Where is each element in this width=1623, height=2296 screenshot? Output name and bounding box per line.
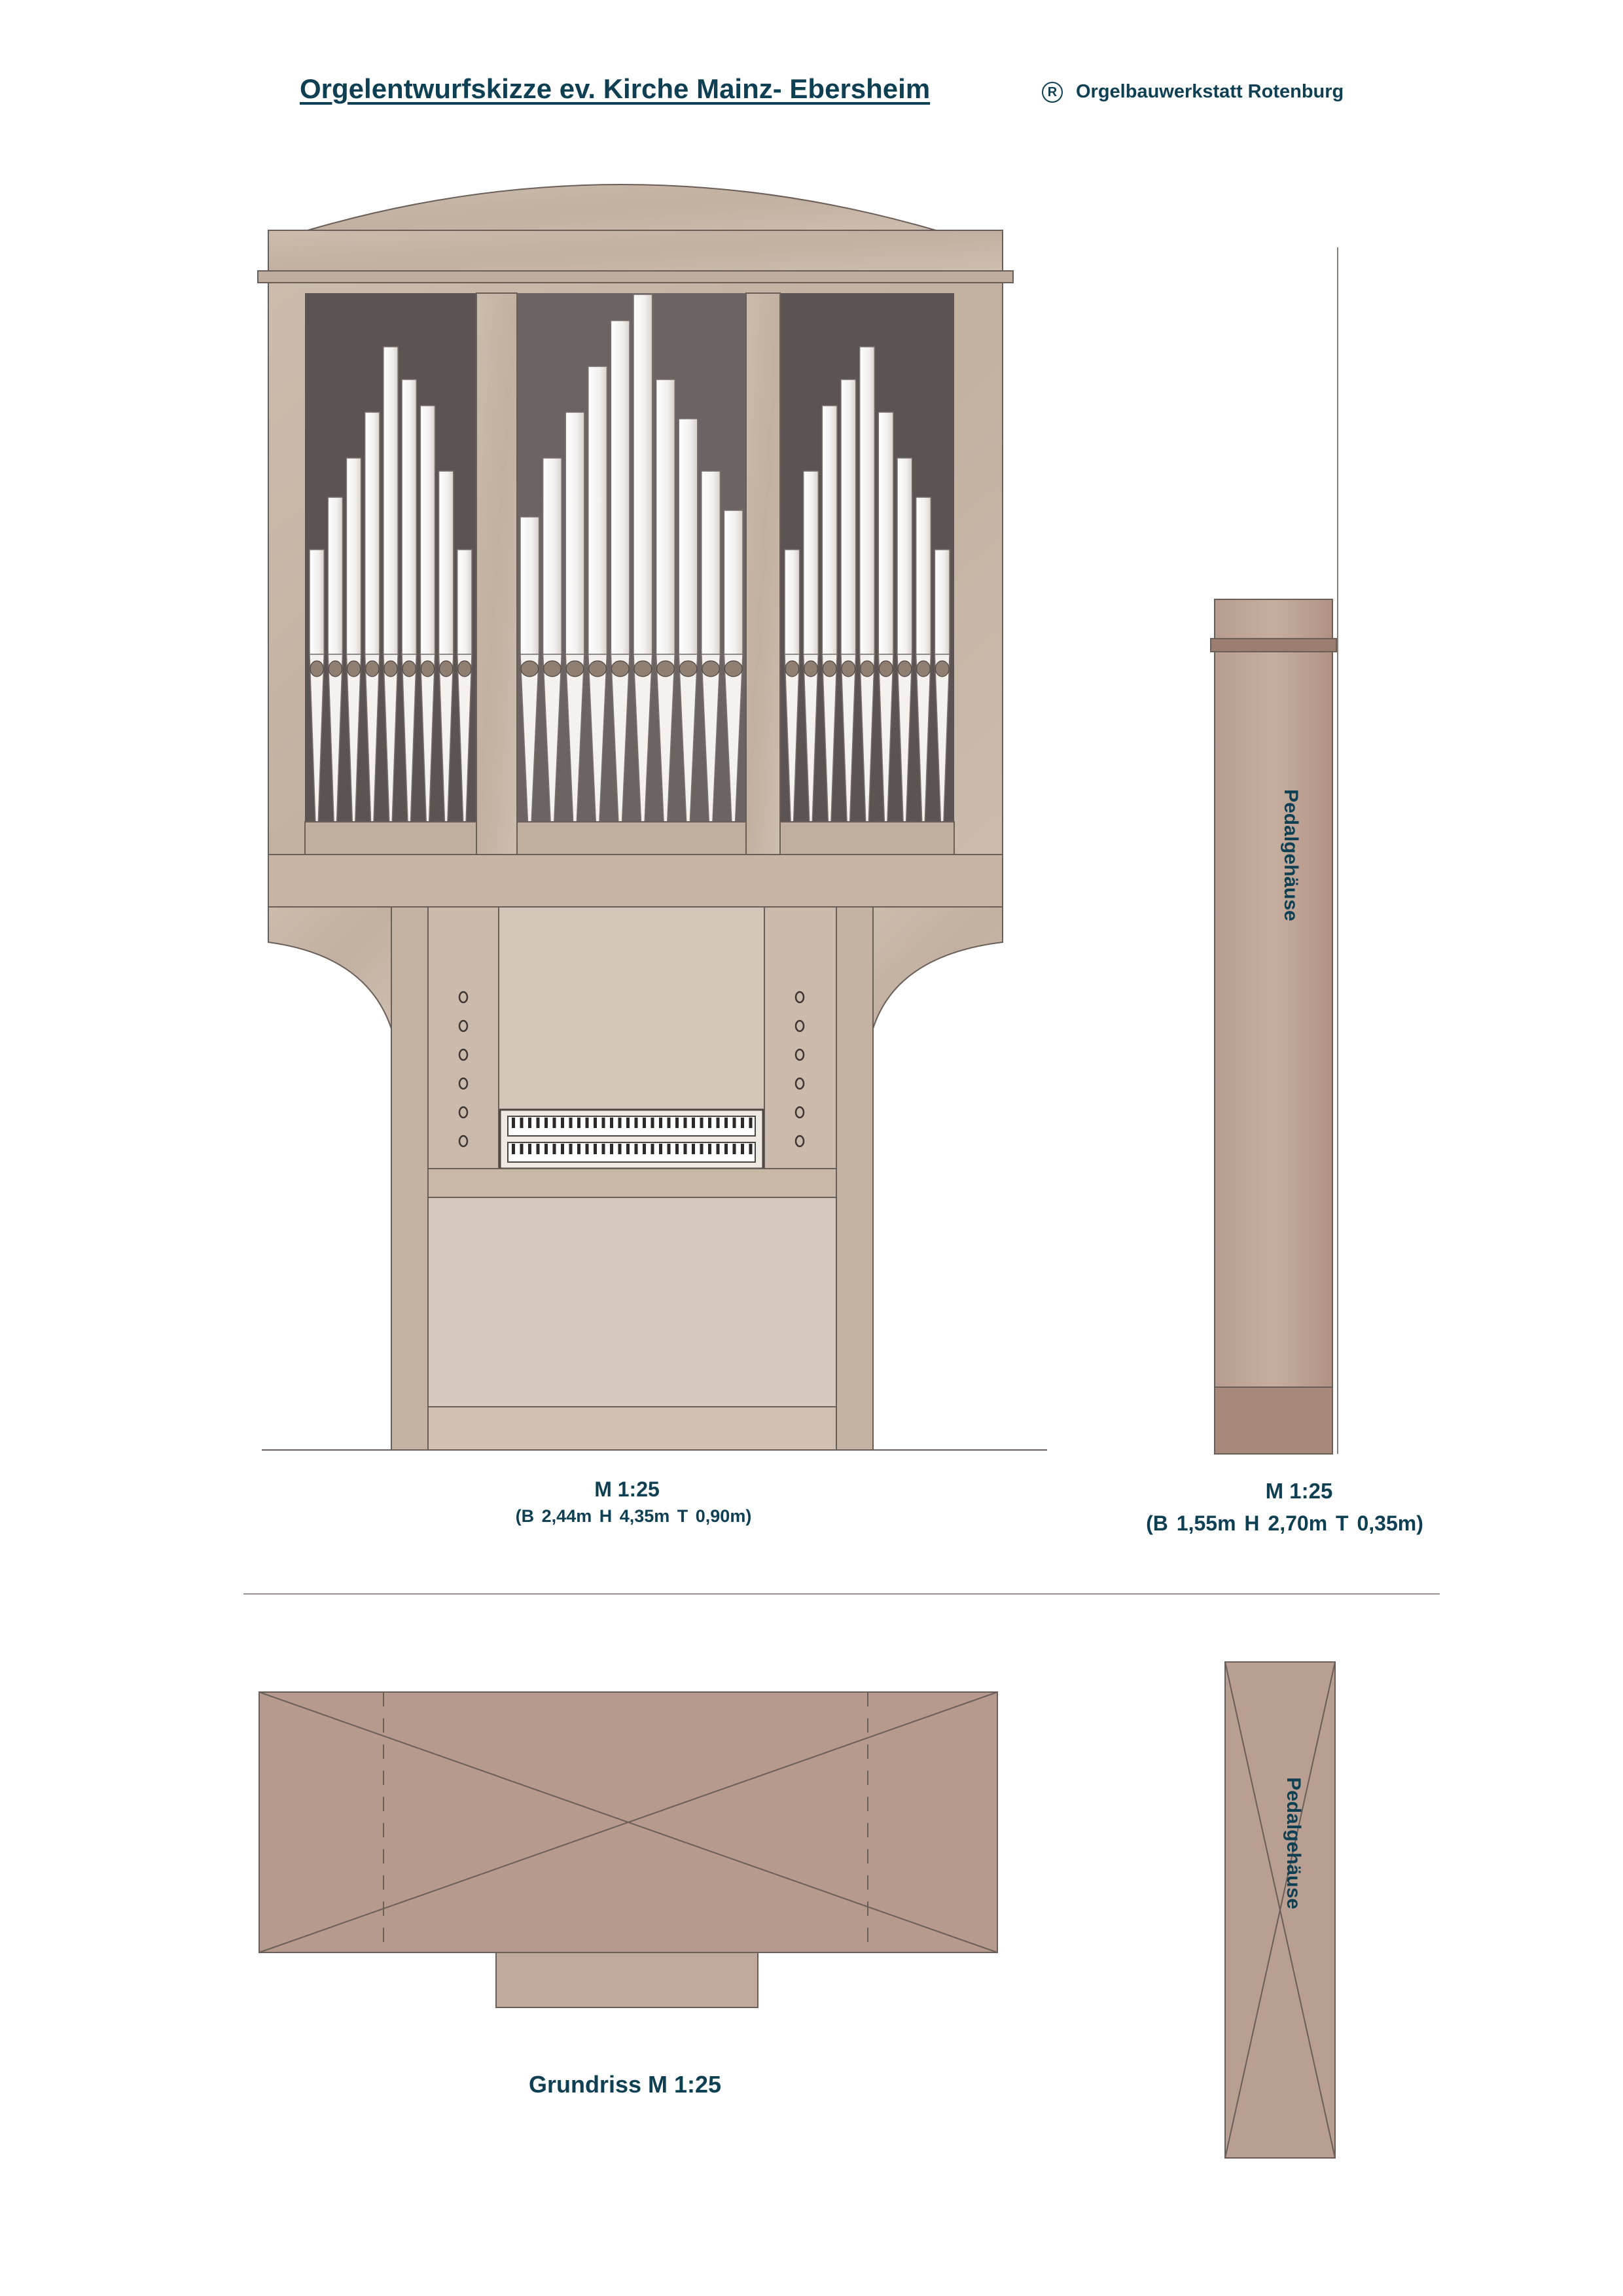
key-sharp (544, 1118, 548, 1128)
key-sharp (651, 1118, 654, 1128)
key-sharp (700, 1144, 704, 1154)
key-sharp (586, 1118, 589, 1128)
key-sharp (618, 1118, 622, 1128)
music-desk-panel (499, 907, 764, 1110)
plinth (428, 1407, 836, 1450)
key-sharp (610, 1144, 613, 1154)
key-sharp (733, 1144, 736, 1154)
key-sharp (577, 1144, 580, 1154)
key-sharp (749, 1144, 753, 1154)
key-sharp (749, 1118, 753, 1128)
key-sharp (659, 1118, 662, 1128)
impost-band (268, 855, 1003, 907)
console-rail (428, 1169, 836, 1197)
brand-name: Orgelbauwerkstatt Rotenburg (1076, 81, 1344, 102)
pipe-field-right-rail (780, 822, 954, 855)
pedal-case-body (1215, 599, 1332, 1454)
pedal-case-base (1215, 1387, 1332, 1454)
key-sharp (553, 1144, 556, 1154)
pedal-case-cap (1211, 639, 1336, 652)
key-sharp (528, 1144, 531, 1154)
key-sharp (635, 1144, 638, 1154)
bracket-left (268, 907, 391, 1029)
plan-view (259, 1662, 1335, 2158)
key-sharp (659, 1144, 662, 1154)
main-case-elevation (258, 185, 1047, 1450)
key-sharp (668, 1118, 671, 1128)
key-sharp (544, 1144, 548, 1154)
key-sharp (586, 1144, 589, 1154)
key-sharp (512, 1118, 515, 1128)
case-cornice (268, 230, 1003, 271)
stile-right (746, 293, 780, 855)
lower-left-stile (391, 907, 428, 1450)
pedal-case-label: Pedalgehäuse (1280, 789, 1302, 921)
key-sharp (675, 1144, 679, 1154)
cornice-molding (258, 271, 1013, 283)
key-sharp (561, 1118, 564, 1128)
key-sharp (610, 1118, 613, 1128)
stop-jamb-right (764, 907, 836, 1169)
lower-right-stile (836, 907, 873, 1450)
main-case-dimensions: (B 2,44m H 4,35m T 0,90m) (515, 1506, 752, 1526)
main-case-scale: M 1:25 (594, 1477, 660, 1501)
key-sharp (626, 1144, 630, 1154)
key-sharp (520, 1144, 524, 1154)
key-sharp (741, 1144, 744, 1154)
key-sharp (635, 1118, 638, 1128)
key-sharp (602, 1118, 605, 1128)
key-sharp (618, 1144, 622, 1154)
key-sharp (700, 1118, 704, 1128)
key-sharp (594, 1144, 597, 1154)
key-sharp (724, 1118, 728, 1128)
key-sharp (675, 1118, 679, 1128)
key-sharp (684, 1144, 687, 1154)
bracket-right (873, 907, 1003, 1029)
pedal-case-dimensions: (B 1,55m H 2,70m T 0,35m) (1146, 1511, 1423, 1535)
pipe-field-left-rail (305, 822, 476, 855)
key-sharp (569, 1118, 573, 1128)
key-sharp (577, 1118, 580, 1128)
lower-panel (428, 1197, 836, 1407)
key-sharp (724, 1144, 728, 1154)
key-sharp (528, 1118, 531, 1128)
key-sharp (643, 1144, 646, 1154)
pipe-field-center-rail (517, 822, 746, 855)
key-sharp (561, 1144, 564, 1154)
key-sharp (651, 1144, 654, 1154)
key-sharp (708, 1118, 711, 1128)
key-sharp (708, 1144, 711, 1154)
key-sharp (537, 1144, 540, 1154)
key-sharp (626, 1118, 630, 1128)
pedal-case-scale: M 1:25 (1265, 1479, 1333, 1503)
key-sharp (741, 1118, 744, 1128)
stile-left (476, 293, 517, 855)
key-sharp (512, 1144, 515, 1154)
key-sharp (684, 1118, 687, 1128)
plan-label: Grundriss M 1:25 (528, 2071, 722, 2098)
plan-pedal-label: Pedalgehäuse (1283, 1777, 1304, 1909)
key-sharp (537, 1118, 540, 1128)
plan-console (496, 1952, 758, 2007)
case-crown (308, 185, 936, 230)
key-sharp (733, 1118, 736, 1128)
key-sharp (569, 1144, 573, 1154)
key-sharp (553, 1118, 556, 1128)
stop-jamb-left (428, 907, 499, 1169)
key-sharp (692, 1118, 695, 1128)
key-sharp (717, 1118, 720, 1128)
pedal-case-elevation (1211, 247, 1338, 1454)
key-sharp (692, 1144, 695, 1154)
key-sharp (520, 1118, 524, 1128)
key-sharp (602, 1144, 605, 1154)
key-sharp (717, 1144, 720, 1154)
key-sharp (594, 1118, 597, 1128)
drawing-title: Orgelentwurfskizze ev. Kirche Mainz- Ebersheim (300, 73, 931, 104)
registered-mark-icon: R (1042, 82, 1063, 103)
key-sharp (668, 1144, 671, 1154)
key-sharp (643, 1118, 646, 1128)
